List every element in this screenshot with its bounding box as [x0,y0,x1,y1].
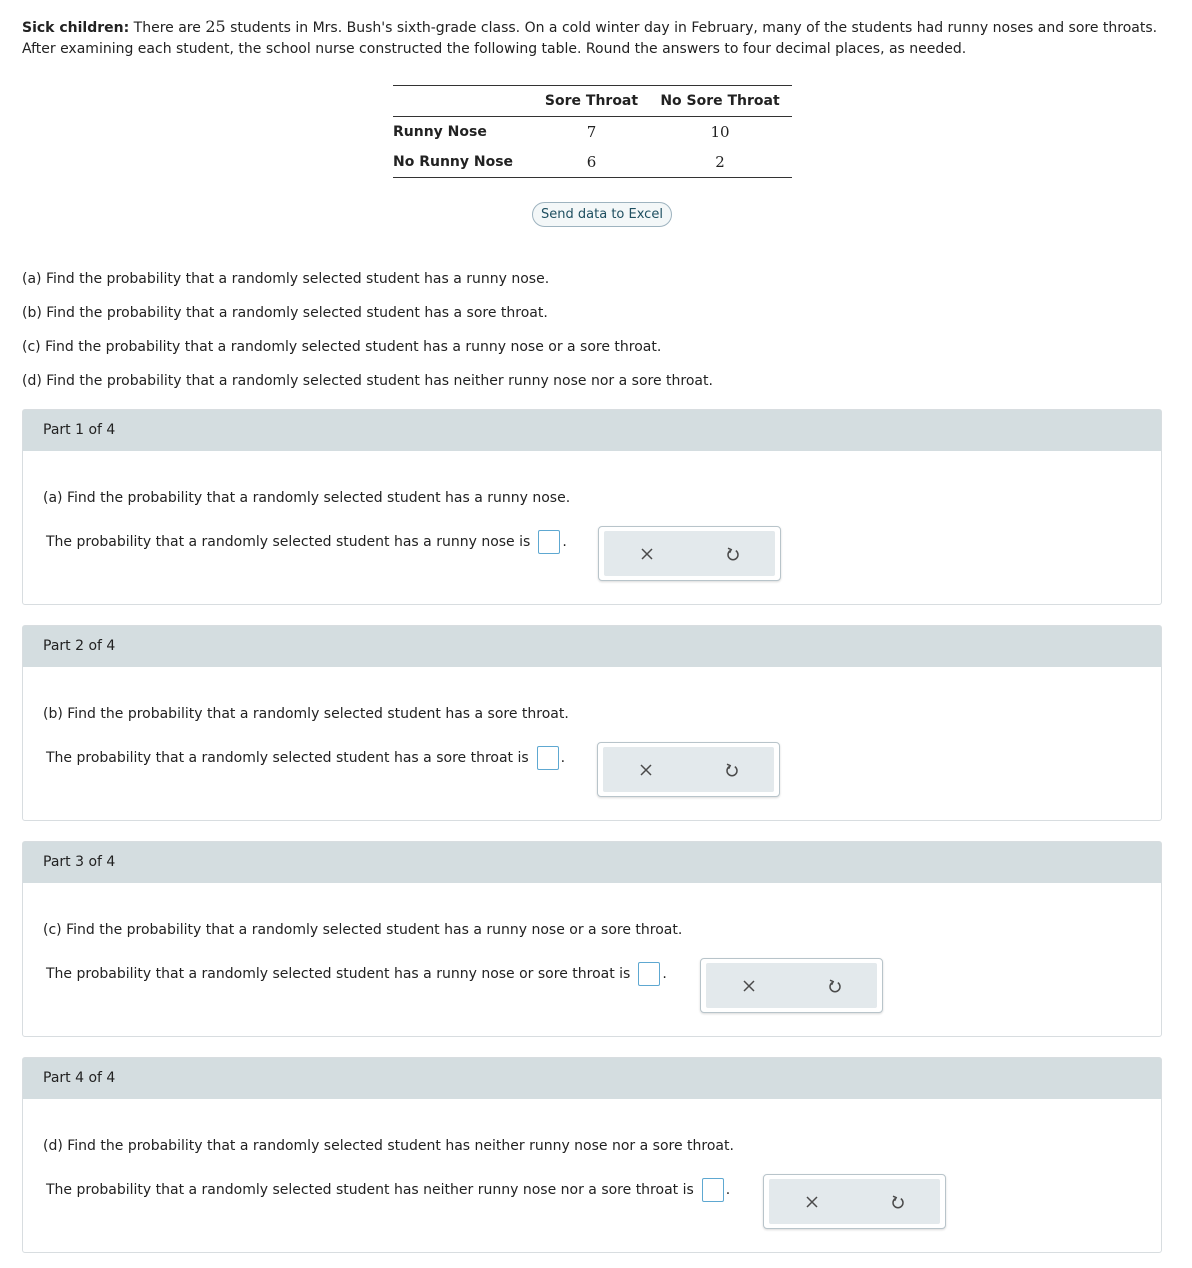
answer-period: . [662,966,667,982]
answer-period: . [725,1182,731,1198]
answer-period: . [562,534,567,550]
answer-prompt: The probability that a randomly selected student has a runny nose is [46,534,531,550]
undo-button[interactable] [690,531,775,576]
student-count: 25 [205,17,226,36]
question-a: (a) Find the probability that a randomly selected student has a runny nose. [22,271,550,287]
answer-prompt: The probability that a randomly selected student has neither runny nose nor a sore throat is [46,1182,694,1198]
question-d: (d) Find the probability that a randomly selected student has neither runny nose nor a sore throat. [22,373,713,389]
clear-button[interactable] [603,747,688,792]
table-cell: 6 [586,153,597,171]
column-header-no-sore-throat: No Sore Throat [648,86,792,117]
part-header: Part 3 of 4 [23,842,1161,883]
undo-button[interactable] [689,747,774,792]
answer-prompt: The probability that a randomly selected student has a runny nose or sore throat is [46,966,631,982]
part-question: (b) Find the probability that a randomly selected student has a sore throat. [43,706,569,722]
contingency-table-container [393,85,792,178]
table-row [393,117,792,148]
undo-icon [827,978,843,994]
question-c: (c) Find the probability that a randomly selected student has a runny nose or a sore throat. [22,339,662,355]
answer-tools [763,1174,946,1229]
table-cell: 2 [715,153,725,171]
clear-button[interactable] [604,531,689,576]
part-header: Part 4 of 4 [23,1058,1161,1099]
answer-line [46,1176,730,1204]
row-header-no-runny-nose: No Runny Nose [393,154,514,170]
table-cell: 7 [586,123,597,141]
answer-tools-bar [603,747,774,792]
part-2-panel [22,625,1162,821]
answer-prompt: The probability that a randomly selected student has a sore throat is [46,750,529,766]
table-row [393,147,792,178]
undo-button[interactable] [855,1179,940,1224]
answer-tools [597,742,780,797]
table-header-row [393,86,792,117]
answer-line [46,744,565,772]
answer-tools [700,958,883,1013]
row-header-runny-nose: Runny Nose [393,124,487,140]
column-header-sore-throat: Sore Throat [535,86,648,117]
close-icon [805,1195,819,1209]
answer-period: . [560,750,566,766]
answer-line [46,528,567,556]
part-1-panel [22,409,1162,605]
answer-tools-bar [769,1179,940,1224]
part-4-panel [22,1057,1162,1253]
question-b: (b) Find the probability that a randomly selected student has a sore throat. [22,305,548,321]
close-icon [640,547,654,561]
undo-icon [725,546,741,562]
answer-input[interactable] [702,1178,724,1202]
problem-statement [22,16,1162,60]
table-corner-header [393,86,535,117]
answer-line [46,960,667,988]
answer-input[interactable] [638,962,660,986]
undo-icon [724,762,740,778]
part-question: (d) Find the probability that a randomly selected student has neither runny nose nor a sore throat. [43,1138,734,1154]
close-icon [742,979,756,993]
clear-button[interactable] [706,963,791,1008]
answer-tools-bar [604,531,775,576]
problem-label: Sick children: [22,20,130,36]
clear-button[interactable] [769,1179,854,1224]
problem-text-start: There are [129,20,206,36]
close-icon [639,763,653,777]
part-3-panel [22,841,1162,1037]
part-header: Part 2 of 4 [23,626,1161,667]
table-cell: 10 [710,123,730,141]
answer-input[interactable] [537,746,559,770]
undo-icon [890,1194,906,1210]
undo-button[interactable] [792,963,877,1008]
answer-tools-bar [706,963,877,1008]
send-to-excel-button[interactable]: Send data to Excel [532,202,672,227]
part-header: Part 1 of 4 [23,410,1161,451]
answer-tools [598,526,781,581]
part-question: (a) Find the probability that a randomly selected student has a runny nose. [43,490,571,506]
problem-text-end: students in Mrs. Bush's sixth-grade class. On a cold winter day in February, many of the students had runny noses and sore throats. After examining each student, the school nurse constructed the following table. Round the answers to four decimal places, as needed. [22,20,1158,57]
answer-input[interactable] [538,530,560,554]
part-question: (c) Find the probability that a randomly selected student has a runny nose or a sore throat. [43,922,683,938]
contingency-table [393,85,792,178]
